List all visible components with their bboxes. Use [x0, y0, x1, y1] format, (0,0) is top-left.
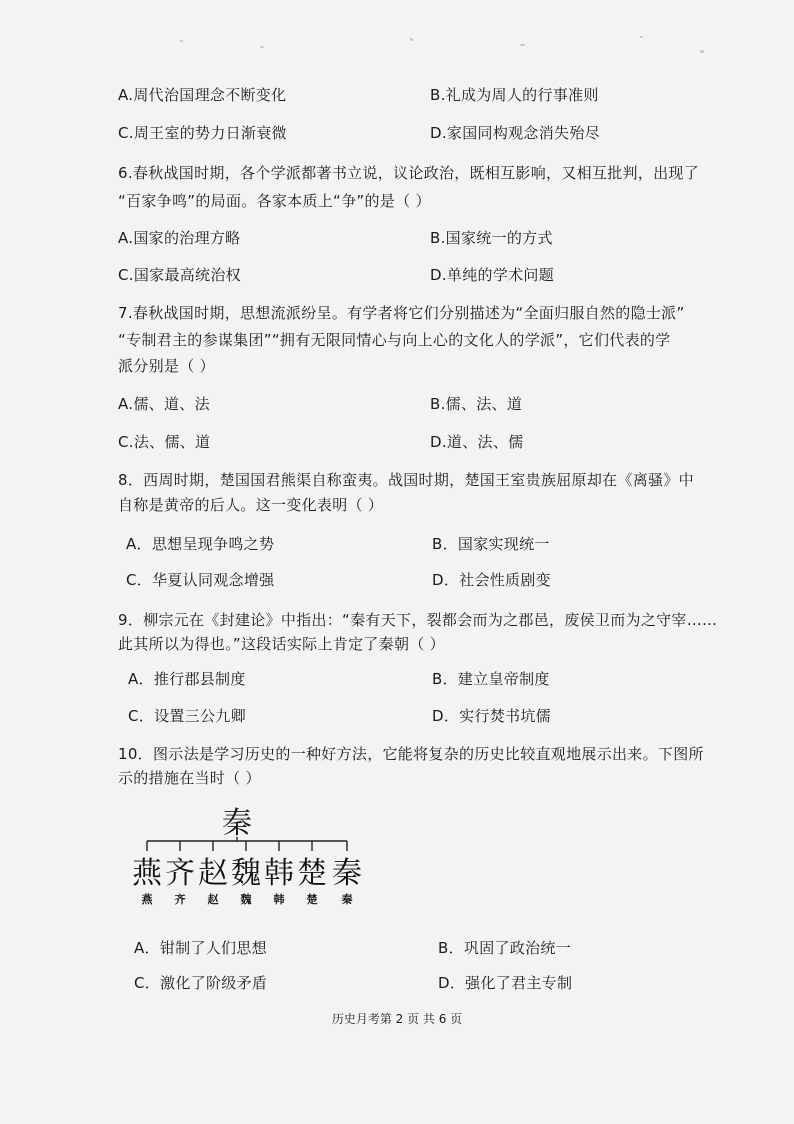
diagram-label-yan: 燕: [141, 893, 153, 906]
q7-option-c: C.法、儒、道: [118, 433, 211, 451]
q5-option-d: D.家国同构观念消失殆尽: [430, 124, 600, 142]
diagram-top-glyph: 秦: [222, 806, 252, 841]
scan-speck: [700, 50, 704, 53]
q10-option-c: C．激化了阶级矛盾: [134, 974, 268, 992]
diagram-glyph-qi: 齐: [165, 856, 195, 891]
diagram-label-qin: 秦: [341, 893, 353, 906]
diagram-glyph-zhao: 赵: [198, 856, 228, 891]
diagram-label-zhao: 赵: [207, 893, 219, 906]
q6-stem-line1: 6.春秋战国时期，各个学派都著书立说，议论政治，既相互影响，又相互批判，出现了: [118, 164, 700, 182]
q10-option-b: B．巩固了政治统一: [438, 939, 571, 957]
q10-stem-line2: 示的措施在当时（ ）: [118, 769, 261, 787]
q9-option-d: D．实行焚书坑儒: [432, 707, 551, 725]
q9-stem-line2: 此其所以为得也。”这段话实际上肯定了秦朝（ ）: [118, 635, 445, 653]
q8-option-c: C．华夏认同观念增强: [126, 571, 275, 589]
q8-stem-line1: 8．西周时期，楚国国君熊渠自称蛮夷。战国时期，楚国王室贵族屈原却在《离骚》中: [118, 471, 694, 489]
q9-option-c: C．设置三公九卿: [128, 707, 246, 725]
diagram-label-chu: 楚: [306, 893, 318, 906]
q5-option-b: B.礼成为周人的行事准则: [430, 86, 599, 104]
q10-option-a: A．钳制了人们思想: [134, 939, 267, 957]
q10-option-d: D．强化了君主专制: [438, 974, 573, 992]
q10-stem-line1: 10．图示法是学习历史的一种好方法，它能将复杂的历史比较直观地展示出来。下图所: [118, 745, 704, 763]
q9-option-b: B．建立皇帝制度: [432, 670, 550, 688]
page-footer: 历史月考第 2 页 共 6 页: [331, 1012, 463, 1026]
q8-option-d: D．社会性质剧变: [432, 571, 551, 589]
diagram-label-qi: 齐: [174, 893, 186, 906]
diagram-glyph-han: 韩: [264, 856, 294, 891]
q6-stem-line2: “百家争鸣”的局面。各家本质上“争”的是（ ）: [118, 192, 431, 210]
diagram-glyph-yan: 燕: [132, 856, 162, 891]
diagram-glyph-qin: 秦: [332, 856, 362, 891]
scan-speck: [410, 38, 413, 41]
scan-speck: [180, 40, 183, 42]
q5-option-c: C.周王室的势力日渐衰微: [118, 124, 287, 142]
diagram-glyph-chu: 楚: [297, 856, 327, 891]
q6-option-d: D.单纯的学术问题: [430, 266, 555, 284]
diagram-glyph-wei: 魏: [231, 856, 261, 891]
q7-stem-line3: 派分别是（ ）: [118, 357, 215, 375]
q7-option-a: A.儒、道、法: [118, 395, 210, 413]
diagram-label-han: 韩: [273, 893, 285, 906]
q5-option-a: A.周代治国理念不断变化: [118, 86, 287, 104]
q8-option-a: A．思想呈现争鸣之势: [126, 535, 275, 553]
q6-option-b: B.国家统一的方式: [430, 229, 553, 247]
unification-diagram: [120, 805, 370, 915]
scan-speck: [260, 46, 264, 48]
diagram-label-wei: 魏: [240, 893, 252, 906]
q6-option-c: C.国家最高统治权: [118, 266, 241, 284]
q7-stem-line2: “专制君主的参谋集团”“拥有无限同情心与向上心的文化人的学派”，它们代表的学: [118, 331, 671, 349]
q7-stem-line1: 7.春秋战国时期，思想流派纷呈。有学者将它们分别描述为“全面归服自然的隐士派”: [118, 304, 685, 322]
q7-option-d: D.道、法、儒: [430, 433, 524, 451]
q8-stem-line2: 自称是黄帝的后人。这一变化表明（ ）: [118, 496, 384, 514]
q8-option-b: B．国家实现统一: [432, 535, 550, 553]
scan-speck: [640, 36, 643, 38]
q9-stem-line1: 9．柳宗元在《封建论》中指出：“秦有天下，裂都会而为之郡邑，废侯卫而为之守宰……: [118, 611, 718, 629]
q9-option-a: A．推行郡县制度: [128, 670, 246, 688]
q7-option-b: B.儒、法、道: [430, 395, 523, 413]
q6-option-a: A.国家的治理方略: [118, 229, 241, 247]
scan-speck: [520, 44, 525, 46]
